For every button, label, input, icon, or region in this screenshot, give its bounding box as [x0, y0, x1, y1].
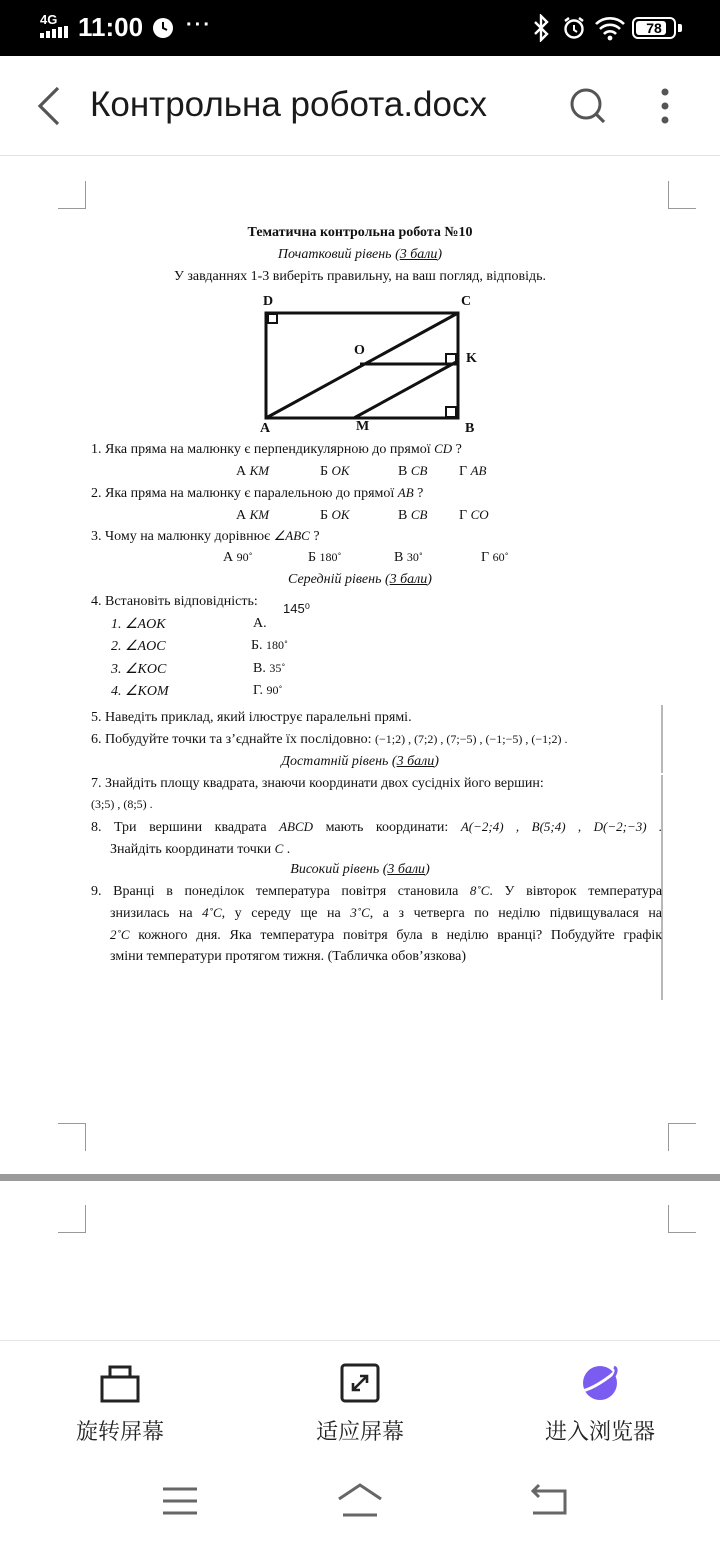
document-title: Контрольна робота.docx [90, 85, 487, 124]
page-corner-mark [668, 1205, 696, 1233]
clock: 11:00 [78, 12, 144, 42]
match-right-item: А. [253, 616, 267, 631]
level-heading: Високий рівень (3 бали) [290, 862, 430, 877]
question-9-line: зміни температури протягом тижня. (Табличка обов’язкова) [110, 949, 467, 964]
question-9-line: 2˚C кожного дня. Яка температура повітря була в неділю вранці? Побудуйте графік [110, 927, 663, 943]
battery-icon [632, 17, 676, 39]
point-label-o: O [354, 343, 365, 358]
document-view[interactable] [0, 157, 720, 1340]
page-separator [0, 1174, 720, 1181]
page-corner-mark [58, 181, 86, 209]
question-3: 3. Чому на малюнку дорівнює ∠ABC ? [91, 528, 320, 544]
rotate-screen-button[interactable] [20, 1361, 220, 1451]
app-bar [0, 56, 720, 156]
question-1: 1. Яка пряма на малюнку є перпендикулярною до прямої CD ? [91, 441, 462, 457]
question-6: 6. Побудуйте точки та з’єднайте їх послідовно: (−1;2) , (7;2) , (7;−5) , (−1;−5) , (−1;2) . [91, 732, 568, 747]
match-left-item: 4. ∠KOM [111, 684, 169, 699]
page-corner-mark [668, 181, 696, 209]
level-heading: Початковий рівень (3 бали) [277, 247, 443, 262]
match-right-item: Б. 180˚ [251, 638, 289, 653]
question-7: 7. Знайдіть площу квадрата, знаючи координати двох сусідніх його вершин: [91, 776, 544, 791]
alarm-icon [152, 17, 174, 39]
answer-option: Г AB [459, 463, 487, 479]
question-7-coords: (3;5) , (8;5) . [91, 797, 153, 811]
wifi-icon [594, 14, 626, 42]
alarm-clock-icon [562, 16, 586, 40]
rotate-icon [100, 1363, 140, 1403]
match-left-item: 1. ∠AOK [111, 617, 166, 632]
page-corner-mark [58, 1123, 86, 1151]
question-9-line: знизилась на 4˚C, у середу ще на 3˚C, а з четверга по неділю підвищувалася на [110, 905, 663, 921]
instruction: У завданнях 1-3 виберіть правильну, на ваш погляд, відповідь. [173, 269, 547, 284]
more-notifications-icon: ··· [186, 14, 212, 36]
point-label-c: C [461, 294, 472, 309]
answer-option: Г 60˚ [481, 550, 509, 565]
network-type: 4G [40, 12, 58, 27]
answer-option: Б 180˚ [308, 550, 342, 565]
geometry-figure [250, 297, 490, 437]
level-heading: Середній рівень (3 бали) [288, 572, 432, 587]
point-label-k: K [466, 351, 477, 366]
fit-screen-button[interactable] [260, 1361, 460, 1451]
question-5: 5. Наведіть приклад, який ілюструє паралельні прямі. [91, 710, 412, 725]
back-button[interactable] [30, 84, 70, 128]
point-label-m: M [356, 419, 370, 434]
planet-icon [580, 1363, 620, 1403]
doc-heading: Тематична контрольна робота №10 [247, 225, 473, 240]
answer-option: А KM [236, 463, 270, 479]
question-4: 4. Встановіть відповідність: [91, 594, 258, 609]
handwritten-answer: 145⁰ [283, 601, 310, 616]
answer-option: В 30˚ [394, 550, 423, 565]
question-9: 9. Вранці в понеділок температура повітря становила 8˚C. У вівторок температура [91, 883, 663, 899]
answer-option: А 90˚ [223, 550, 253, 565]
home-icon[interactable] [335, 1481, 385, 1521]
signal-icon [40, 26, 70, 38]
open-browser-label: 进入浏览器 [544, 1420, 655, 1445]
question-2: 2. Яка пряма на малюнку є паралельною до прямої AB ? [91, 485, 424, 501]
match-right-item: Г. 90˚ [253, 683, 283, 698]
question-8: 8. Три вершини квадрата ABCD мають координати: A(−2;4) , B(5;4) , D(−2;−3) . [91, 819, 663, 835]
answer-option: В CB [398, 507, 428, 523]
open-browser-button[interactable] [500, 1361, 700, 1451]
point-label-d: D [263, 294, 274, 309]
point-label-a: A [260, 421, 271, 436]
menu-icon[interactable] [155, 1481, 205, 1521]
search-icon[interactable] [568, 86, 608, 126]
rotate-screen-label: 旋转屏幕 [75, 1420, 164, 1445]
bluetooth-icon [530, 14, 552, 42]
question-8-line2: Знайдіть координати точки C . [110, 841, 291, 857]
fit-screen-label: 适应屏幕 [315, 1420, 404, 1445]
level-heading: Достатній рівень (3 бали) [281, 754, 439, 769]
battery-level: 78 [646, 20, 662, 36]
back-nav-icon[interactable] [525, 1481, 575, 1521]
answer-option: А KM [236, 507, 270, 523]
match-right-item: В. 35˚ [253, 661, 286, 676]
point-label-b: B [465, 421, 475, 436]
answer-option: Б OK [320, 463, 350, 479]
bottom-toolbar [0, 1340, 720, 1544]
page-corner-mark [668, 1123, 696, 1151]
page-corner-mark [58, 1205, 86, 1233]
match-left-item: 2. ∠AOC [111, 639, 166, 654]
answer-option: Б OK [320, 507, 350, 523]
answer-option: Г CO [459, 507, 489, 523]
more-options-icon[interactable] [650, 86, 680, 126]
fit-screen-icon [340, 1363, 380, 1403]
status-bar [0, 0, 720, 56]
answer-option: В CB [398, 463, 428, 479]
match-left-item: 3. ∠KOC [111, 662, 167, 677]
